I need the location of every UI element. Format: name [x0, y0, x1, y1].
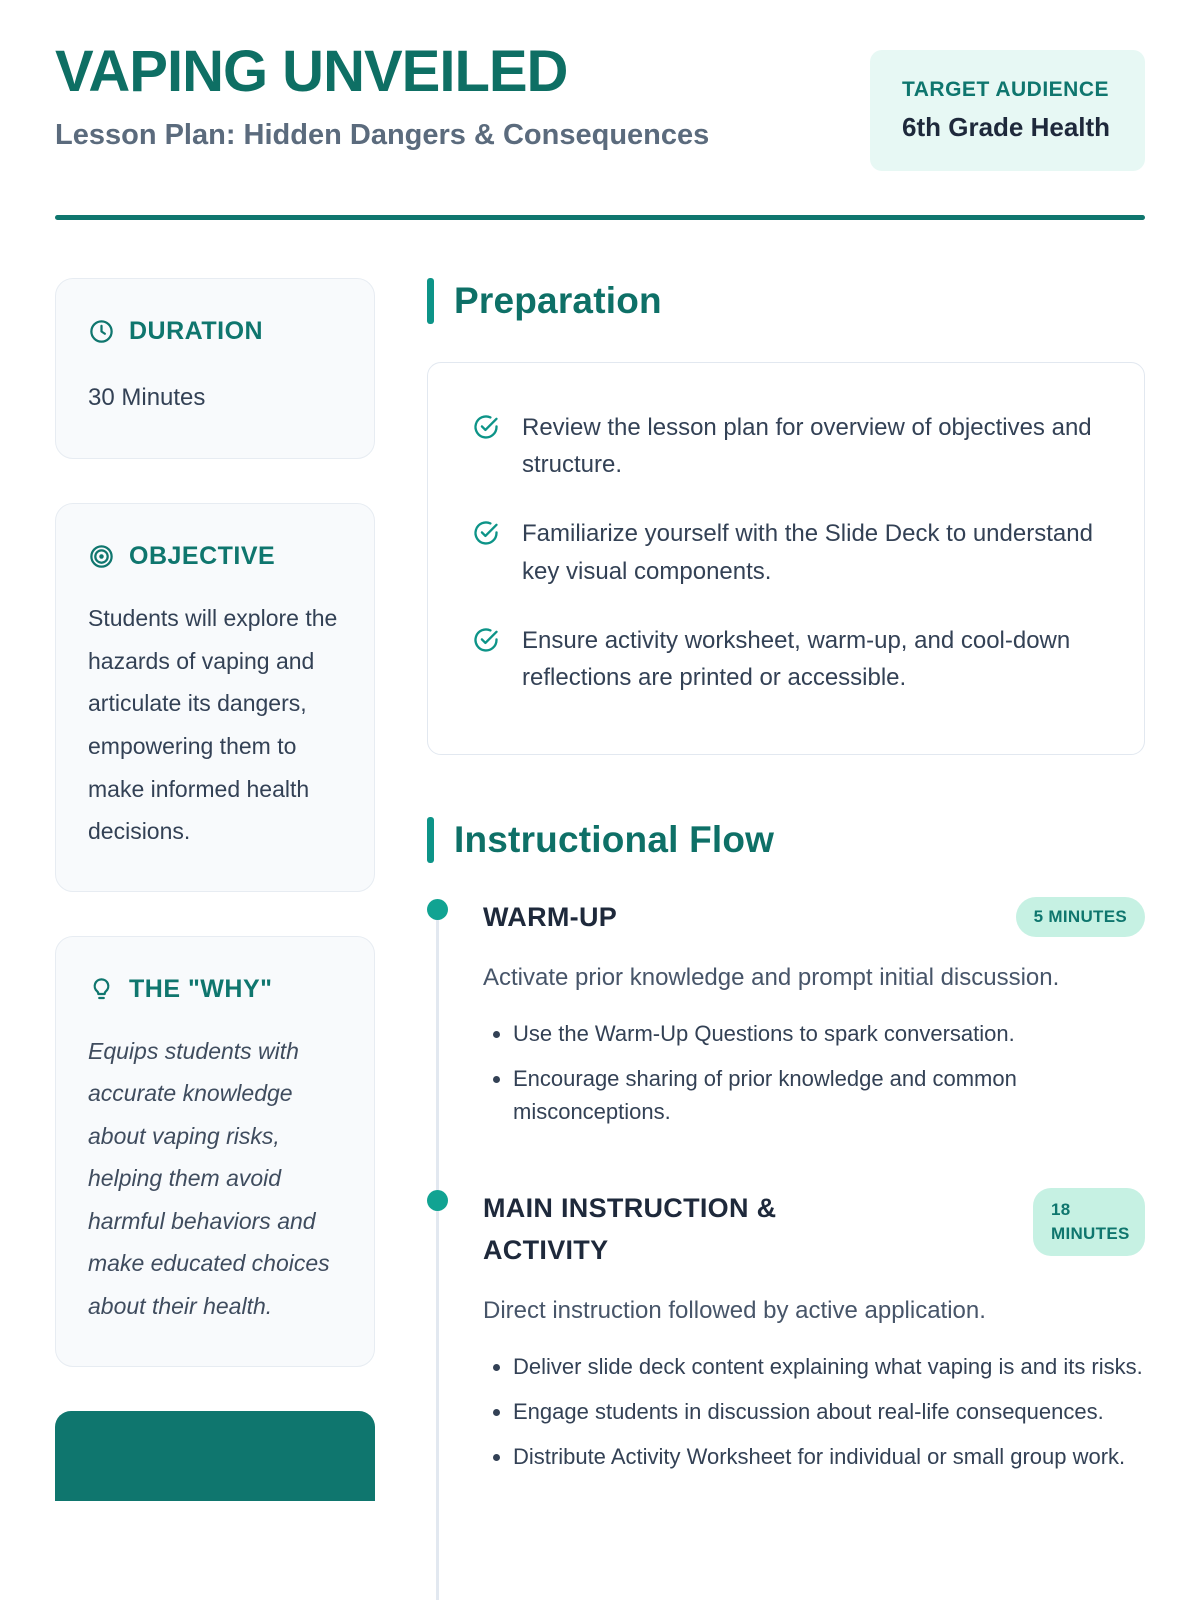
checklist-item-text: Familiarize yourself with the Slide Deck to understand key visual components. [522, 520, 1093, 585]
checklist-item [472, 515, 1100, 589]
section-accent-bar [427, 817, 434, 863]
why-card [55, 936, 375, 1367]
step-bullet: • Use the Warm-Up Questions to spark conversation. [513, 1017, 1145, 1050]
duration-card-title [88, 317, 342, 346]
check-circle-icon [472, 626, 500, 654]
flow-step-warm-up [483, 897, 1145, 1128]
timeline-dot [427, 1190, 448, 1211]
checklist-item [472, 622, 1100, 696]
preparation-checklist [427, 362, 1145, 755]
preparation-title-text: Preparation [454, 280, 662, 321]
step-bullet: • Encourage sharing of prior knowledge and common misconceptions. [513, 1062, 1145, 1128]
objective-label: OBJECTIVE [129, 542, 276, 571]
section-accent-bar [427, 278, 434, 324]
check-circle-icon [472, 413, 500, 441]
objective-card [55, 503, 375, 891]
next-sidebar-card-peek [55, 1411, 375, 1501]
main-content [427, 278, 1145, 1533]
header-divider [55, 215, 1145, 220]
instructional-flow-timeline [427, 897, 1145, 1473]
timeline-dot [427, 899, 448, 920]
step-bullet-list [483, 1350, 1145, 1473]
checklist-item-text: Review the lesson plan for overview of objectives and structure. [522, 414, 1092, 479]
header-text [55, 39, 710, 152]
duration-value: 30 Minutes [88, 384, 206, 411]
step-description: Activate prior knowledge and prompt initial discussion. [483, 963, 1060, 991]
objective-card-title [88, 542, 342, 571]
step-header [483, 897, 1145, 939]
checklist-item [472, 409, 1100, 483]
clock-icon [88, 318, 115, 345]
step-header [483, 1188, 1145, 1272]
target-audience-value: 6th Grade Health [902, 112, 1111, 142]
duration-pill: 18 MINUTES [1033, 1188, 1145, 1256]
duration-label: DURATION [129, 317, 264, 345]
step-bullet: • Engage students in discussion about real-life consequences. [513, 1395, 1145, 1428]
step-bullet: • Deliver slide deck content explaining what vaping is and its risks. [513, 1350, 1145, 1383]
duration-pill: 5 MINUTES [1016, 897, 1145, 937]
instructional-flow-title-text: Instructional Flow [454, 819, 775, 861]
preparation-section-title [427, 278, 1145, 324]
instructional-flow-section-title [427, 817, 1145, 863]
why-card-title [88, 975, 342, 1004]
header [55, 39, 1145, 171]
why-text: Equips students with accurate knowledge about vaping risks, helping them avoid harmful behaviors and make educated choices about their health. [88, 1037, 330, 1319]
why-label: THE "WHY" [129, 974, 273, 1003]
content [55, 278, 1145, 1533]
target-audience-badge [870, 50, 1145, 171]
flow-step-main-instruction [483, 1188, 1145, 1473]
page-subtitle: Lesson Plan: Hidden Dangers & Consequences [55, 118, 710, 151]
checklist-item-text: Ensure activity worksheet, warm-up, and cool-down reflections are printed or accessible. [522, 626, 1071, 691]
step-title: MAIN INSTRUCTION & ACTIVITY [483, 1193, 777, 1266]
sidebar [55, 278, 375, 1501]
objective-text: Students will explore the hazards of vaping and articulate its dangers, empowering them to make informed health decisions. [88, 605, 338, 845]
step-bullet-list [483, 1017, 1145, 1128]
duration-card [55, 278, 375, 459]
step-description: Direct instruction followed by active application. [483, 1297, 986, 1325]
step-bullet: • Distribute Activity Worksheet for individual or small group work. [513, 1440, 1145, 1473]
lightbulb-icon [88, 976, 115, 1003]
target-audience-label: TARGET AUDIENCE [902, 78, 1109, 101]
page-title: VAPING UNVEILED [55, 39, 568, 104]
check-circle-icon [472, 519, 500, 547]
step-title: WARM-UP [483, 902, 618, 933]
target-icon [88, 543, 115, 570]
